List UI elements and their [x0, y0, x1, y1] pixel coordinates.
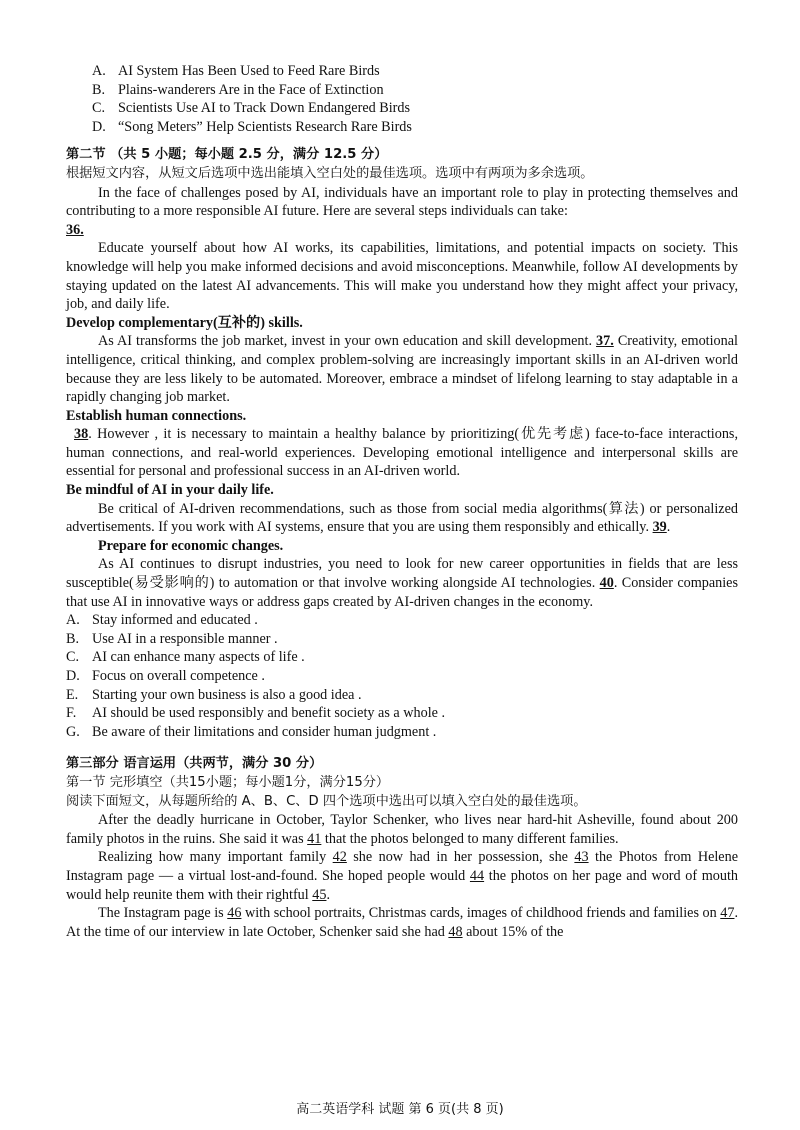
blank-40: 40 — [599, 575, 614, 592]
paragraph-38: 38. However , it is necessary to maintain a healthy balance by prioritizing(优先考虑) face-to-face interactions, human connections, and real-world experiences. Developing emotional intelligence and interpersonal skills are essential for personal and professional success in an AI-driven world. — [66, 426, 738, 480]
blank-46: 46 — [227, 905, 242, 922]
blank-45: 45 — [312, 886, 327, 903]
paragraph-36: Educate yourself about how AI works, its capabilities, limitations, and potential impacts on society. This knowledge will help you make informed decisions and avoid misconceptions. Meanwhile, follow AI developments by staying updated on the latest AI advancements. This will make you understand how they might affect your privacy, job, and daily life. — [66, 240, 738, 313]
blank-36: 36. — [66, 221, 84, 238]
blank-37: 37. — [596, 333, 614, 350]
cloze-paragraph-3: The Instagram page is 46 with school portraits, Christmas cards, images of childhood friends and families on 47. At the time of our interview in late October, Schenker said she had 48 about 15% of the — [66, 905, 738, 940]
option-line: F. AI should be used responsibly and benefit society as a whole . — [66, 705, 446, 722]
blank-43: 43 — [574, 849, 589, 866]
blank-41: 41 — [307, 830, 322, 847]
subheading-skills: Develop complementary(互补的) skills. — [66, 314, 303, 331]
part3-subheading: 第一节 完形填空（共15小题；每小题1分，满分15分） — [66, 774, 390, 790]
option-line: B. Plains-wanderers Are in the Face of Extinction — [92, 81, 384, 98]
section2-instruction: 根据短文内容，从短文后选项中选出能填入空白处的最佳选项。选项中有两项为多余选项。 — [66, 165, 594, 181]
blank-44: 44 — [469, 867, 485, 884]
part3-instruction: 阅读下面短文，从每题所给的 A、B、C、D 四个选项中选出可以填入空白处的最佳选项。 — [66, 793, 587, 809]
paragraph-40: As AI continues to disrupt industries, you need to look for new career opportunities in fields that are less susceptible(易受影响的) to automation or that involve working alongside AI technologies. 40. Consider companies that use AI in innovative ways or address gaps created by AI-driven changes in the economy. — [66, 556, 738, 610]
section2-heading: 第二节 （共 5 小题；每小题 2.5 分，满分 12.5 分） — [66, 147, 388, 163]
option-line: G. Be aware of their limitations and consider human judgment . — [66, 723, 437, 740]
page-footer: 高二英语学科 试题 第 6 页(共 8 页) — [296, 1102, 504, 1117]
option-line: C. Scientists Use AI to Track Down Endangered Birds — [92, 100, 410, 117]
blank-47: 47 — [720, 905, 735, 922]
blank-42: 42 — [332, 849, 347, 866]
exam-page — [66, 62, 738, 941]
paragraph-39: Be critical of AI-driven recommendations, such as those from social media algorithms(算法) or personalized advertisements. If you work with AI systems, ensure that you are using them responsibly and ethically. 39. — [66, 500, 738, 536]
paragraph-37: As AI transforms the job market, invest in your own education and skill development. 37. Creativity, emotional intelligence, critical thinking, and complex problem-solving are increasingly important skills in an AI-driven world because they are less likely to be automated. Moreover, embrace a mindset of lifelong learning to stay adaptable in a rapidly changing job market. — [66, 333, 738, 406]
option-line: A. Stay informed and educated . — [66, 612, 258, 629]
option-line: A. AI System Has Been Used to Feed Rare Birds — [92, 63, 380, 79]
subheading-mindful: Be mindful of AI in your daily life. — [66, 482, 274, 499]
passage-intro: In the face of challenges posed by AI, individuals have an important role to play in protecting themselves and contributing to a more responsible AI future. Here are several steps individuals can take: — [66, 184, 738, 220]
option-line: C. AI can enhance many aspects of life . — [66, 649, 305, 666]
option-line: D. Focus on overall competence . — [66, 668, 265, 684]
top-options — [66, 62, 738, 136]
blank-38: 38 — [74, 426, 89, 443]
option-line: B. Use AI in a responsible manner . — [66, 630, 278, 647]
option-line: E. Starting your own business is also a good idea . — [66, 686, 362, 703]
subheading-human: Establish human connections. — [66, 407, 247, 424]
blank-48: 48 — [448, 923, 463, 940]
cloze-paragraph-2: Realizing how many important family 42 she now had in her possession, she 43 the Photos from Helene Instagram page — a virtual lost-and-found. She hoped people would 44 the photos on her page and word of mouth would help reunite them with their rightful 45. — [66, 849, 738, 903]
option-line: D. “Song Meters” Help Scientists Research Rare Birds — [92, 118, 412, 135]
cloze-paragraph-1: After the deadly hurricane in October, Taylor Schenker, who lives near hard-hit Asheville, found about 200 family photos in the ruins. She said it was 41 that the photos belonged to many different families. — [66, 812, 738, 847]
subheading-economy: Prepare for economic changes. — [98, 537, 284, 554]
part3-heading: 第三部分 语言运用（共两节，满分 30 分） — [66, 756, 323, 772]
blank-39: 39 — [652, 519, 667, 536]
section2-options — [66, 611, 738, 741]
